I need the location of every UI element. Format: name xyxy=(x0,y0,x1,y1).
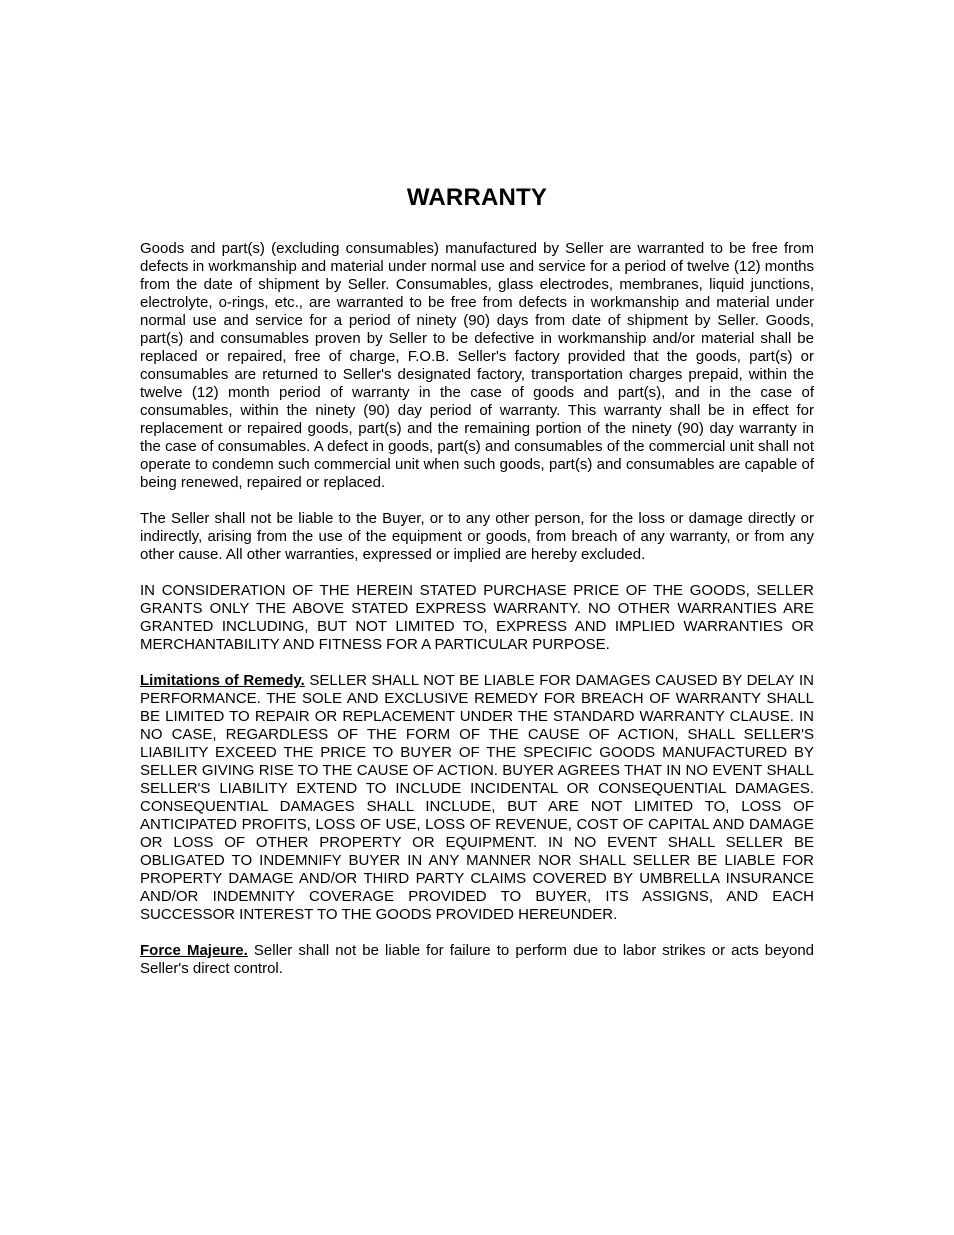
warranty-page xyxy=(140,183,814,996)
paragraph-liability xyxy=(140,510,814,564)
paragraph-lead: Limitations of Remedy. xyxy=(140,672,305,689)
paragraph-text: The Seller shall not be liable to the Buyer, or to any other person, for the loss or damage directly or indirectly, arising from the use of the equipment or goods, from breach of any warranty, or from any other cause. All other warranties, expressed or implied are hereby excluded. xyxy=(140,510,814,563)
paragraph-text: Seller shall not be liable for failure to perform due to labor strikes or acts beyond Seller's direct control. xyxy=(140,942,815,977)
paragraph-text: Goods and part(s) (excluding consumables) manufactured by Seller are warranted to be free from defects in workmanship and material under normal use and service for a period of twelve (12) months from the date of shipment by Seller. Consumables, glass electrodes, membranes, liquid junctions, electrolyte, o-rings, etc., are warranted to be free from defects in workmanship and material under normal use and service for a period of ninety (90) days from date of shipment by Seller. Goods, part(s) and consumables proven by Seller to be defective in workmanship and/or material shall be replaced or repaired, free of charge, F.O.B. Seller's factory provided that the goods, part(s) or consumables are returned to Seller's designated factory, transportation charges prepaid, within the twelve (12) month period of warranty in the case of goods and part(s), and in the case of consumables, within the ninety (90) day period of warranty. This warranty shall be in effect for replacement or repaired goods, part(s) and the remaining portion of the ninety (90) day warranty in the case of consumables. A defect in goods, part(s) and consumables of the commercial unit shall not operate to condemn such commercial unit when such goods, part(s) and consumables are capable of being renewed, repaired or replaced. xyxy=(140,240,814,491)
paragraph-text: SELLER SHALL NOT BE LIABLE FOR DAMAGES CAUSED BY DELAY IN PERFORMANCE. THE SOLE AND EXCLUSIVE REMEDY FOR BREACH OF WARRANTY SHALL BE LIMITED TO REPAIR OR REPLACEMENT UNDER THE STANDARD WARRANTY CLAUSE. IN NO CASE, REGARDLESS OF THE FORM OF THE CAUSE OF ACTION, SHALL SELLER'S LIABILITY EXCEED THE PRICE TO BUYER OF THE SPECIFIC GOODS MANUFACTURED BY SELLER GIVING RISE TO THE CAUSE OF ACTION. BUYER AGREES THAT IN NO EVENT SHALL SELLER'S LIABILITY EXTEND TO INCLUDE INCIDENTAL OR CONSEQUENTIAL DAMAGES. CONSEQUENTIAL DAMAGES SHALL INCLUDE, BUT ARE NOT LIMITED TO, LOSS OF ANTICIPATED PROFITS, LOSS OF USE, LOSS OF REVENUE, COST OF CAPITAL AND DAMAGE OR LOSS OF OTHER PROPERTY OR EQUIPMENT. IN NO EVENT SHALL SELLER BE OBLIGATED TO INDEMNIFY BUYER IN ANY MANNER NOR SHALL SELLER BE LIABLE FOR PROPERTY DAMAGE AND/OR THIRD PARTY CLAIMS COVERED BY UMBRELLA INSURANCE AND/OR INDEMNITY COVERAGE PROVIDED TO BUYER, ITS ASSIGNS, AND EACH SUCCESSOR INTEREST TO THE GOODS PROVIDED HEREUNDER. xyxy=(140,672,814,923)
paragraph-coverage xyxy=(140,240,814,492)
page-title: WARRANTY xyxy=(406,184,548,211)
paragraph-force-majeure xyxy=(140,942,814,978)
paragraph-lead: Force Majeure. xyxy=(140,942,248,959)
paragraph-text: IN CONSIDERATION OF THE HEREIN STATED PURCHASE PRICE OF THE GOODS, SELLER GRANTS ONLY THE ABOVE STATED EXPRESS WARRANTY. NO OTHER WARRANTIES ARE GRANTED INCLUDING, BUT NOT LIMITED TO, EXPRESS AND IMPLIED WARRANTIES OR MERCHANTABILITY AND FITNESS FOR A PARTICULAR PURPOSE. xyxy=(140,582,814,653)
paragraph-limitations-of-remedy xyxy=(140,672,814,924)
paragraph-exclusive-warranty xyxy=(140,582,814,654)
